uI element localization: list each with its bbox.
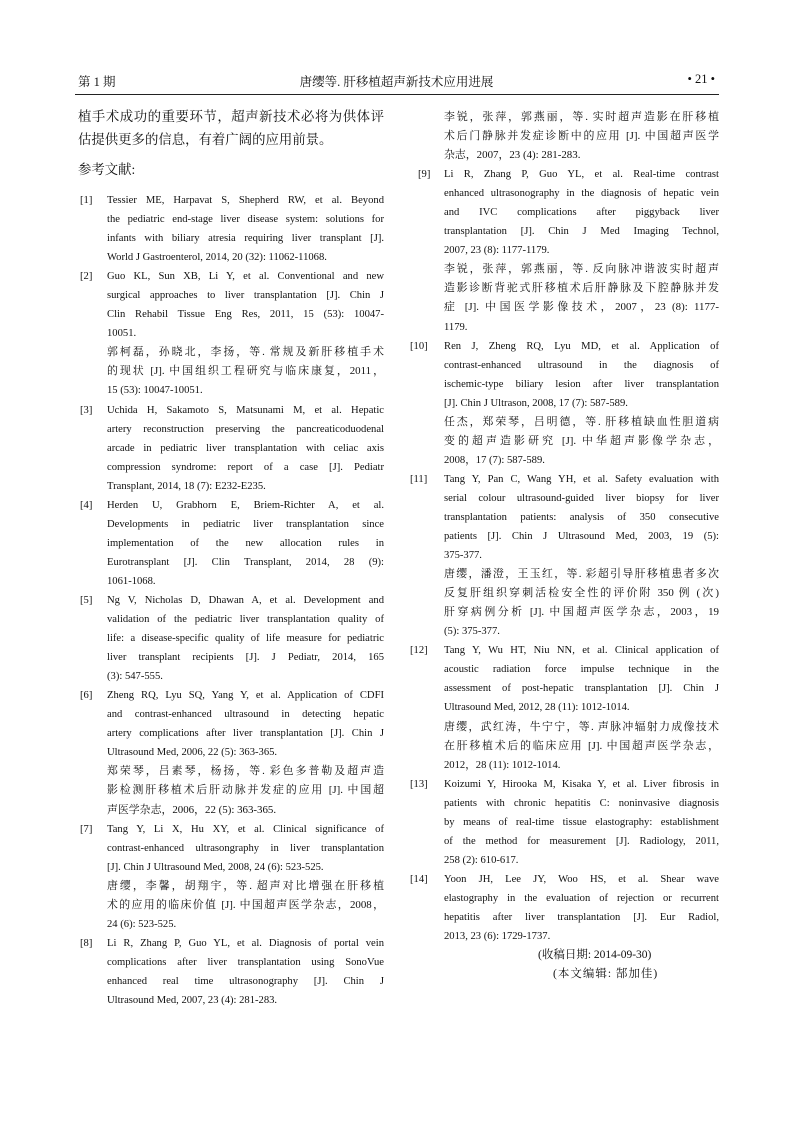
reference-line: [J]. Chin J Ultrason, 2008, 17 (7): 587-589. xyxy=(444,397,628,409)
reference-line: 郑荣琴，吕素琴，杨扬，等. 彩色多普勒及超声造 xyxy=(107,765,384,778)
reference-line: complications after liver transplantation using SonoVue xyxy=(107,956,384,968)
reference-line: the pediatric end-stage liver disease system: solutions for xyxy=(107,214,384,226)
reference-line: 反复肝组织穿刺活检安全性的评价附 350 例 (次) xyxy=(444,587,719,600)
issue-number: 第 1 期 xyxy=(78,75,116,89)
reference-text xyxy=(444,108,719,165)
reference-line: elastography in the evaluation of rejection or recurrent xyxy=(444,892,719,904)
reference-line: Eurotransplant [J]. Clin Transplant, 2014, 28 (9): xyxy=(107,556,384,568)
intro-line: 估提供更多的信息，有着广阔的应用前景。 xyxy=(78,132,333,147)
reference-item xyxy=(78,934,384,1010)
reference-item xyxy=(410,641,719,774)
reference-item xyxy=(78,496,384,591)
running-title: 唐缨等. 肝移植超声新技术应用进展 xyxy=(299,75,494,89)
reference-line: 的现状 [J]. 中国组织工程研究与临床康复，2011， xyxy=(107,365,384,378)
reference-line: Zheng RQ, Lyu SQ, Yang Y, et al. Application of CDFI xyxy=(107,690,384,702)
reference-line: 1061-1068. xyxy=(107,575,156,587)
reference-item xyxy=(78,401,384,496)
reference-line: Transplant, 2014, 18 (7): E232-E235. xyxy=(107,480,266,492)
reference-text xyxy=(107,820,384,934)
reference-text xyxy=(444,641,719,774)
reference-line: 变的超声造影研究 [J]. 中华超声影像学杂志， xyxy=(444,434,719,447)
reference-line: 唐缨，武红涛，牛宁宁，等. 声脉冲辐射力成像技术 xyxy=(444,720,719,733)
reference-text xyxy=(444,470,719,641)
reference-line: ischemic-type biliary lesion after liver transplantation xyxy=(444,378,719,390)
reference-item xyxy=(78,191,384,267)
reference-line: Li R, Zhang P, Guo YL, et al. Diagnosis of portal vein xyxy=(107,937,384,949)
reference-line: 肝穿病例分析 [J]. 中国超声医学杂志，2003，19 xyxy=(444,606,719,619)
reference-item xyxy=(410,470,719,641)
reference-line: Tang Y, Wu HT, Niu NN, et al. Clinical application of xyxy=(444,645,719,657)
reference-line: enhanced ultrasonography in the diagnosis of hepatic vein xyxy=(444,188,719,200)
reference-number: [8] xyxy=(80,937,93,949)
reference-number: [11] xyxy=(410,473,428,485)
reference-line: implementation of the new allocation rules in xyxy=(107,537,384,549)
reference-item xyxy=(78,591,384,686)
reference-line: 2013, 23 (6): 1729-1737. xyxy=(444,931,551,943)
reference-line: assessment of post-hepatic transplantation [J]. Chin J xyxy=(444,683,719,695)
reference-line: 声医学杂志，2006，22 (5): 363-365. xyxy=(107,803,277,816)
reference-line: liver transplant recipients [J]. J Pediatr, 2014, 165 xyxy=(107,652,384,664)
reference-line: Tang Y, Pan C, Wang YH, et al. Safety evaluation with xyxy=(444,473,719,485)
references-heading: 参考文献: xyxy=(78,162,136,177)
reference-line: 术的应用的临床价值 [J]. 中国超声医学杂志，2008， xyxy=(107,898,384,911)
reference-line: hepatitis after liver transplantation [J]. Eur Radiol, xyxy=(444,911,719,923)
reference-line: 李锐，张萍，郭燕丽，等. 反向脉冲谐波实时超声 xyxy=(444,263,719,276)
reference-line: transplantation [J]. Chin J Med Imaging Technol, xyxy=(444,226,719,238)
reference-line: artery complications after liver transplantation [J]. Chin J xyxy=(107,728,384,740)
reference-line: 15 (53): 10047-10051. xyxy=(107,385,203,397)
reference-line: Koizumi Y, Hirooka M, Kisaka Y, et al. Liver fibrosis in xyxy=(444,778,719,790)
reference-line: 唐缨，潘澄，王玉红，等. 彩超引导肝移植患者多次 xyxy=(444,568,719,581)
reference-line: Tang Y, Li X, Hu XY, et al. Clinical significance of xyxy=(107,823,384,835)
reference-number: [4] xyxy=(80,499,93,511)
reference-line: of the method for measurement [J]. Radiology, 2011, xyxy=(444,835,719,847)
reference-line: 术后门静脉并发症诊断中的应用 [J]. 中国超声医学 xyxy=(444,130,719,143)
reference-line: and IVC complications after piggyback liver xyxy=(444,207,719,219)
reference-item-continued xyxy=(410,108,719,165)
reference-number: [3] xyxy=(80,404,93,416)
reference-line: 李锐，张萍，郭燕丽，等. 实时超声造影在肝移植 xyxy=(444,111,719,123)
reference-number: [9] xyxy=(418,169,431,181)
reference-line: 杂志，2007，23 (4): 281-283. xyxy=(444,149,581,162)
intro-line: 植手术成功的重要环节，超声新技术必将为供体评 xyxy=(78,109,384,124)
reference-line: 在肝移植术后的临床应用 [J]. 中国超声医学杂志， xyxy=(444,739,719,752)
reference-line: (5): 375-377. xyxy=(444,626,500,638)
reference-number: [5] xyxy=(80,594,93,606)
reference-line: Ng V, Nicholas D, Dhawan A, et al. Development and xyxy=(107,594,384,606)
reference-line: acoustic radiation force impulse technique in the xyxy=(444,664,719,676)
received-date: (收稿日期: 2014-09-30) xyxy=(538,949,652,962)
reference-line: Tessier ME, Harpavat S, Shepherd RW, et al. Beyond xyxy=(107,195,384,206)
reference-item xyxy=(78,686,384,819)
reference-item xyxy=(410,870,719,946)
reference-line: validation of the pediatric liver transplantation quality of xyxy=(107,614,384,626)
reference-item xyxy=(78,820,384,934)
reference-line: 症 [J]. 中国医学影像技术，2007，23 (8): 1177- xyxy=(444,301,719,314)
reference-number: [13] xyxy=(410,778,428,790)
reference-number: [10] xyxy=(410,340,428,352)
reference-line: Ultrasound Med, 2007, 23 (4): 281-283. xyxy=(107,994,278,1006)
page-number: • 21 • xyxy=(687,72,715,86)
reference-number: [12] xyxy=(410,645,428,657)
reference-line: Clin Rehabil Tissue Eng Res, 2011, 15 (53): 10047- xyxy=(107,309,384,321)
reference-line: 郭柯磊，孙晓北，李扬，等. 常规及新肝移植手术 xyxy=(107,346,384,359)
reference-line: infants with biliary atresia requiring liver transplant [J]. xyxy=(107,233,384,245)
reference-line: arcade in pediatric liver transplantation with celiac axis xyxy=(107,442,384,454)
reference-line: compression syndrome: report of a case [J]. Pediatr xyxy=(107,461,384,473)
reference-list-left xyxy=(78,191,384,1010)
reference-line: life: a disease-specific quality of life measure for pediatric xyxy=(107,633,384,645)
reference-text xyxy=(444,870,719,946)
reference-text xyxy=(107,934,384,1010)
reference-line: 10051. xyxy=(107,328,137,340)
reference-line: Ultrasound Med, 2012, 28 (11): 1012-1014. xyxy=(444,702,630,714)
reference-line: Ren J, Zheng RQ, Lyu MD, et al. Application of xyxy=(444,340,719,352)
reference-item xyxy=(410,775,719,870)
reference-line: contrast-enhanced ultrasound in the diagnosis of xyxy=(444,359,719,371)
reference-line: serial colour ultrasound-guided liver biopsy for liver xyxy=(444,492,719,504)
reference-line: Uchida H, Sakamoto S, Matsunami M, et al. Hepatic xyxy=(107,404,384,416)
reference-line: patients [J]. Chin J Ultrasound Med, 2003, 19 (5): xyxy=(444,531,719,543)
reference-text xyxy=(107,267,384,400)
reference-list-right xyxy=(410,108,719,946)
reference-text xyxy=(107,686,384,819)
reference-line: Yoon JH, Lee JY, Woo HS, et al. Shear wave xyxy=(444,873,719,885)
reference-text xyxy=(444,165,719,336)
reference-item xyxy=(410,337,719,470)
reference-text xyxy=(444,337,719,470)
header-rule xyxy=(75,94,719,95)
reference-text xyxy=(107,401,384,496)
reference-line: Li R, Zhang P, Guo YL, et al. Real-time contrast xyxy=(444,169,719,181)
right-column xyxy=(410,108,719,984)
reference-line: 1179. xyxy=(444,321,468,333)
reference-line: 24 (6): 523-525. xyxy=(107,918,177,930)
editor-note: (本文编辑: 郜加佳) xyxy=(553,968,659,981)
reference-line: Developments in pediatric liver transplantation since xyxy=(107,518,384,530)
reference-text xyxy=(107,496,384,591)
reference-number: [2] xyxy=(80,271,93,283)
reference-line: patients with chronic hepatitis C: noninvasive diagnosis xyxy=(444,797,719,809)
reference-line: 375-377. xyxy=(444,550,482,562)
reference-number: [1] xyxy=(80,195,93,206)
reference-line: 258 (2): 610-617. xyxy=(444,854,519,866)
reference-line: artery reconstruction preserving the pancreaticoduodenal xyxy=(107,423,384,435)
reference-line: enhanced real time ultrasonography [J]. Chin J xyxy=(107,975,384,987)
reference-line: and contrast-enhanced ultrasound in detecting hepatic xyxy=(107,709,384,721)
reference-number: [6] xyxy=(80,690,93,702)
reference-line: 任杰，郑荣琴，吕明德，等. 肝移植缺血性胆道病 xyxy=(444,415,719,428)
reference-line: 影检测肝移植术后肝动脉并发症的应用 [J]. 中国超 xyxy=(107,784,384,797)
reference-number: [14] xyxy=(410,873,428,885)
reference-text xyxy=(444,775,719,870)
reference-number: [7] xyxy=(80,823,93,835)
reference-line: 2008，17 (7): 587-589. xyxy=(444,454,545,466)
reference-line: World J Gastroenterol, 2014, 20 (32): 11062-11068. xyxy=(107,252,327,264)
reference-line: contrast-enhanced ultrasongraphy in liver transplantation xyxy=(107,842,384,854)
reference-line: by means of real-time tissue elastography: establishment xyxy=(444,816,719,828)
reference-line: Guo KL, Sun XB, Li Y, et al. Conventional and new xyxy=(107,271,384,283)
reference-line: 2007, 23 (8): 1177-1179. xyxy=(444,245,550,257)
reference-line: 唐缨，李馨，胡翔宇，等. 超声对比增强在肝移植 xyxy=(107,879,384,892)
reference-line: surgical approaches to liver transplantation [J]. Chin J xyxy=(107,290,384,302)
reference-line: Herden U, Grabhorn E, Briem-Richter A, et al. xyxy=(107,499,384,511)
reference-line: 造影诊断背驼式肝移植术后肝静脉及下腔静脉并发 xyxy=(444,282,719,295)
reference-line: 2012，28 (11): 1012-1014. xyxy=(444,759,561,771)
reference-text xyxy=(107,591,384,686)
reference-text xyxy=(107,191,384,267)
reference-line: [J]. Chin J Ultrasound Med, 2008, 24 (6): 523-525. xyxy=(107,861,324,873)
reference-line: transplantation patients: analysis of 350 consecutive xyxy=(444,511,719,523)
reference-line: Ultrasound Med, 2006, 22 (5): 363-365. xyxy=(107,747,278,759)
reference-line: (3): 547-555. xyxy=(107,671,163,683)
left-column xyxy=(78,105,384,1010)
reference-item xyxy=(78,267,384,400)
reference-item xyxy=(410,165,719,336)
